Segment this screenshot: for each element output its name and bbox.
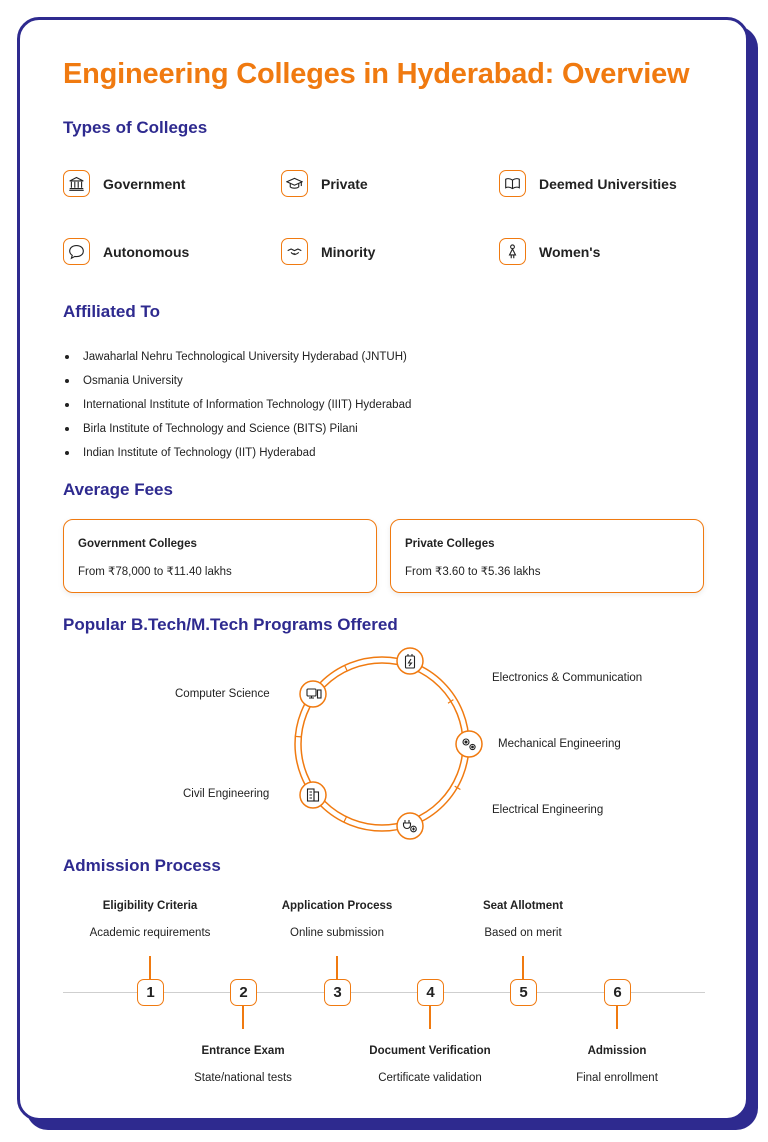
type-autonomous (63, 238, 189, 265)
female-icon (499, 238, 526, 265)
types-heading: Types of Colleges (63, 118, 208, 137)
programs-heading: Popular B.Tech/M.Tech Programs Offered (63, 615, 398, 634)
step-title: Admission (587, 1045, 647, 1057)
step-desc: Online submission (290, 927, 384, 939)
type-label: Private (321, 175, 368, 192)
fee-card-government (63, 519, 377, 593)
bullet (65, 379, 69, 383)
fee-title: Private Colleges (405, 538, 495, 550)
affiliated-heading: Affiliated To (63, 302, 160, 321)
step-number: 2 (230, 979, 257, 1006)
step-connector (336, 956, 338, 979)
list-item: Jawaharlal Nehru Technological University Hyderabad (JNTUH) (65, 345, 411, 369)
fee-value: From ₹78,000 to ₹11.40 lakhs (78, 566, 232, 578)
type-private (281, 170, 368, 197)
graduation-cap-icon (281, 170, 308, 197)
step-title: Seat Allotment (482, 900, 564, 912)
step-desc: Certificate validation (378, 1072, 482, 1084)
type-minority (281, 238, 375, 265)
step-number: 5 (510, 979, 537, 1006)
open-book-icon (499, 170, 526, 197)
step-title: Entrance Exam (201, 1045, 285, 1057)
program-label-civil: Civil Engineering (183, 788, 270, 800)
step-number: 6 (604, 979, 631, 1006)
program-label-computer-science: Computer Science (175, 688, 270, 700)
type-government (63, 170, 185, 197)
bullet (65, 355, 69, 359)
step-desc: Final enrollment (576, 1072, 658, 1084)
list-item: Osmania University (65, 369, 411, 393)
building-columns-icon (63, 170, 90, 197)
bullet (65, 403, 69, 407)
step-desc: Based on merit (484, 927, 562, 939)
step-connector (616, 1006, 618, 1029)
speech-bubble-icon (63, 238, 90, 265)
step-number: 1 (137, 979, 164, 1006)
page-title: Engineering Colleges in Hyderabad: Overview (63, 58, 690, 90)
handshake-icon (281, 238, 308, 265)
fee-title: Government Colleges (78, 538, 197, 550)
step-title: Document Verification (369, 1045, 491, 1057)
affiliated-list (65, 345, 411, 465)
bullet (65, 451, 69, 455)
list-item: Birla Institute of Technology and Science (BITS) Pilani (65, 417, 411, 441)
step-connector (429, 1006, 431, 1029)
list-item: Indian Institute of Technology (IIT) Hyderabad (65, 441, 411, 465)
bullet (65, 427, 69, 431)
type-deemed (499, 170, 677, 197)
step-connector (242, 1006, 244, 1029)
type-label: Women's (539, 243, 601, 260)
type-label: Deemed Universities (539, 175, 677, 192)
type-womens (499, 238, 600, 265)
program-label-mechanical: Mechanical Engineering (498, 738, 621, 750)
program-label-electrical: Electrical Engineering (492, 804, 604, 816)
program-label-electronics: Electronics & Communication (492, 672, 643, 684)
fee-card-private (390, 519, 704, 593)
step-number: 4 (417, 979, 444, 1006)
type-label: Minority (321, 243, 376, 260)
step-title: Application Process (281, 900, 393, 912)
fees-heading: Average Fees (63, 480, 173, 499)
step-connector (149, 956, 151, 979)
step-title: Eligibility Criteria (102, 900, 198, 912)
step-connector (522, 956, 524, 979)
type-label: Autonomous (103, 243, 190, 260)
step-desc: Academic requirements (89, 927, 211, 939)
admission-heading: Admission Process (63, 856, 221, 875)
step-number: 3 (324, 979, 351, 1006)
step-desc: State/national tests (194, 1072, 292, 1084)
type-label: Government (103, 175, 186, 192)
list-item: International Institute of Information Technology (IIIT) Hyderabad (65, 393, 411, 417)
fee-value: From ₹3.60 to ₹5.36 lakhs (405, 566, 541, 578)
